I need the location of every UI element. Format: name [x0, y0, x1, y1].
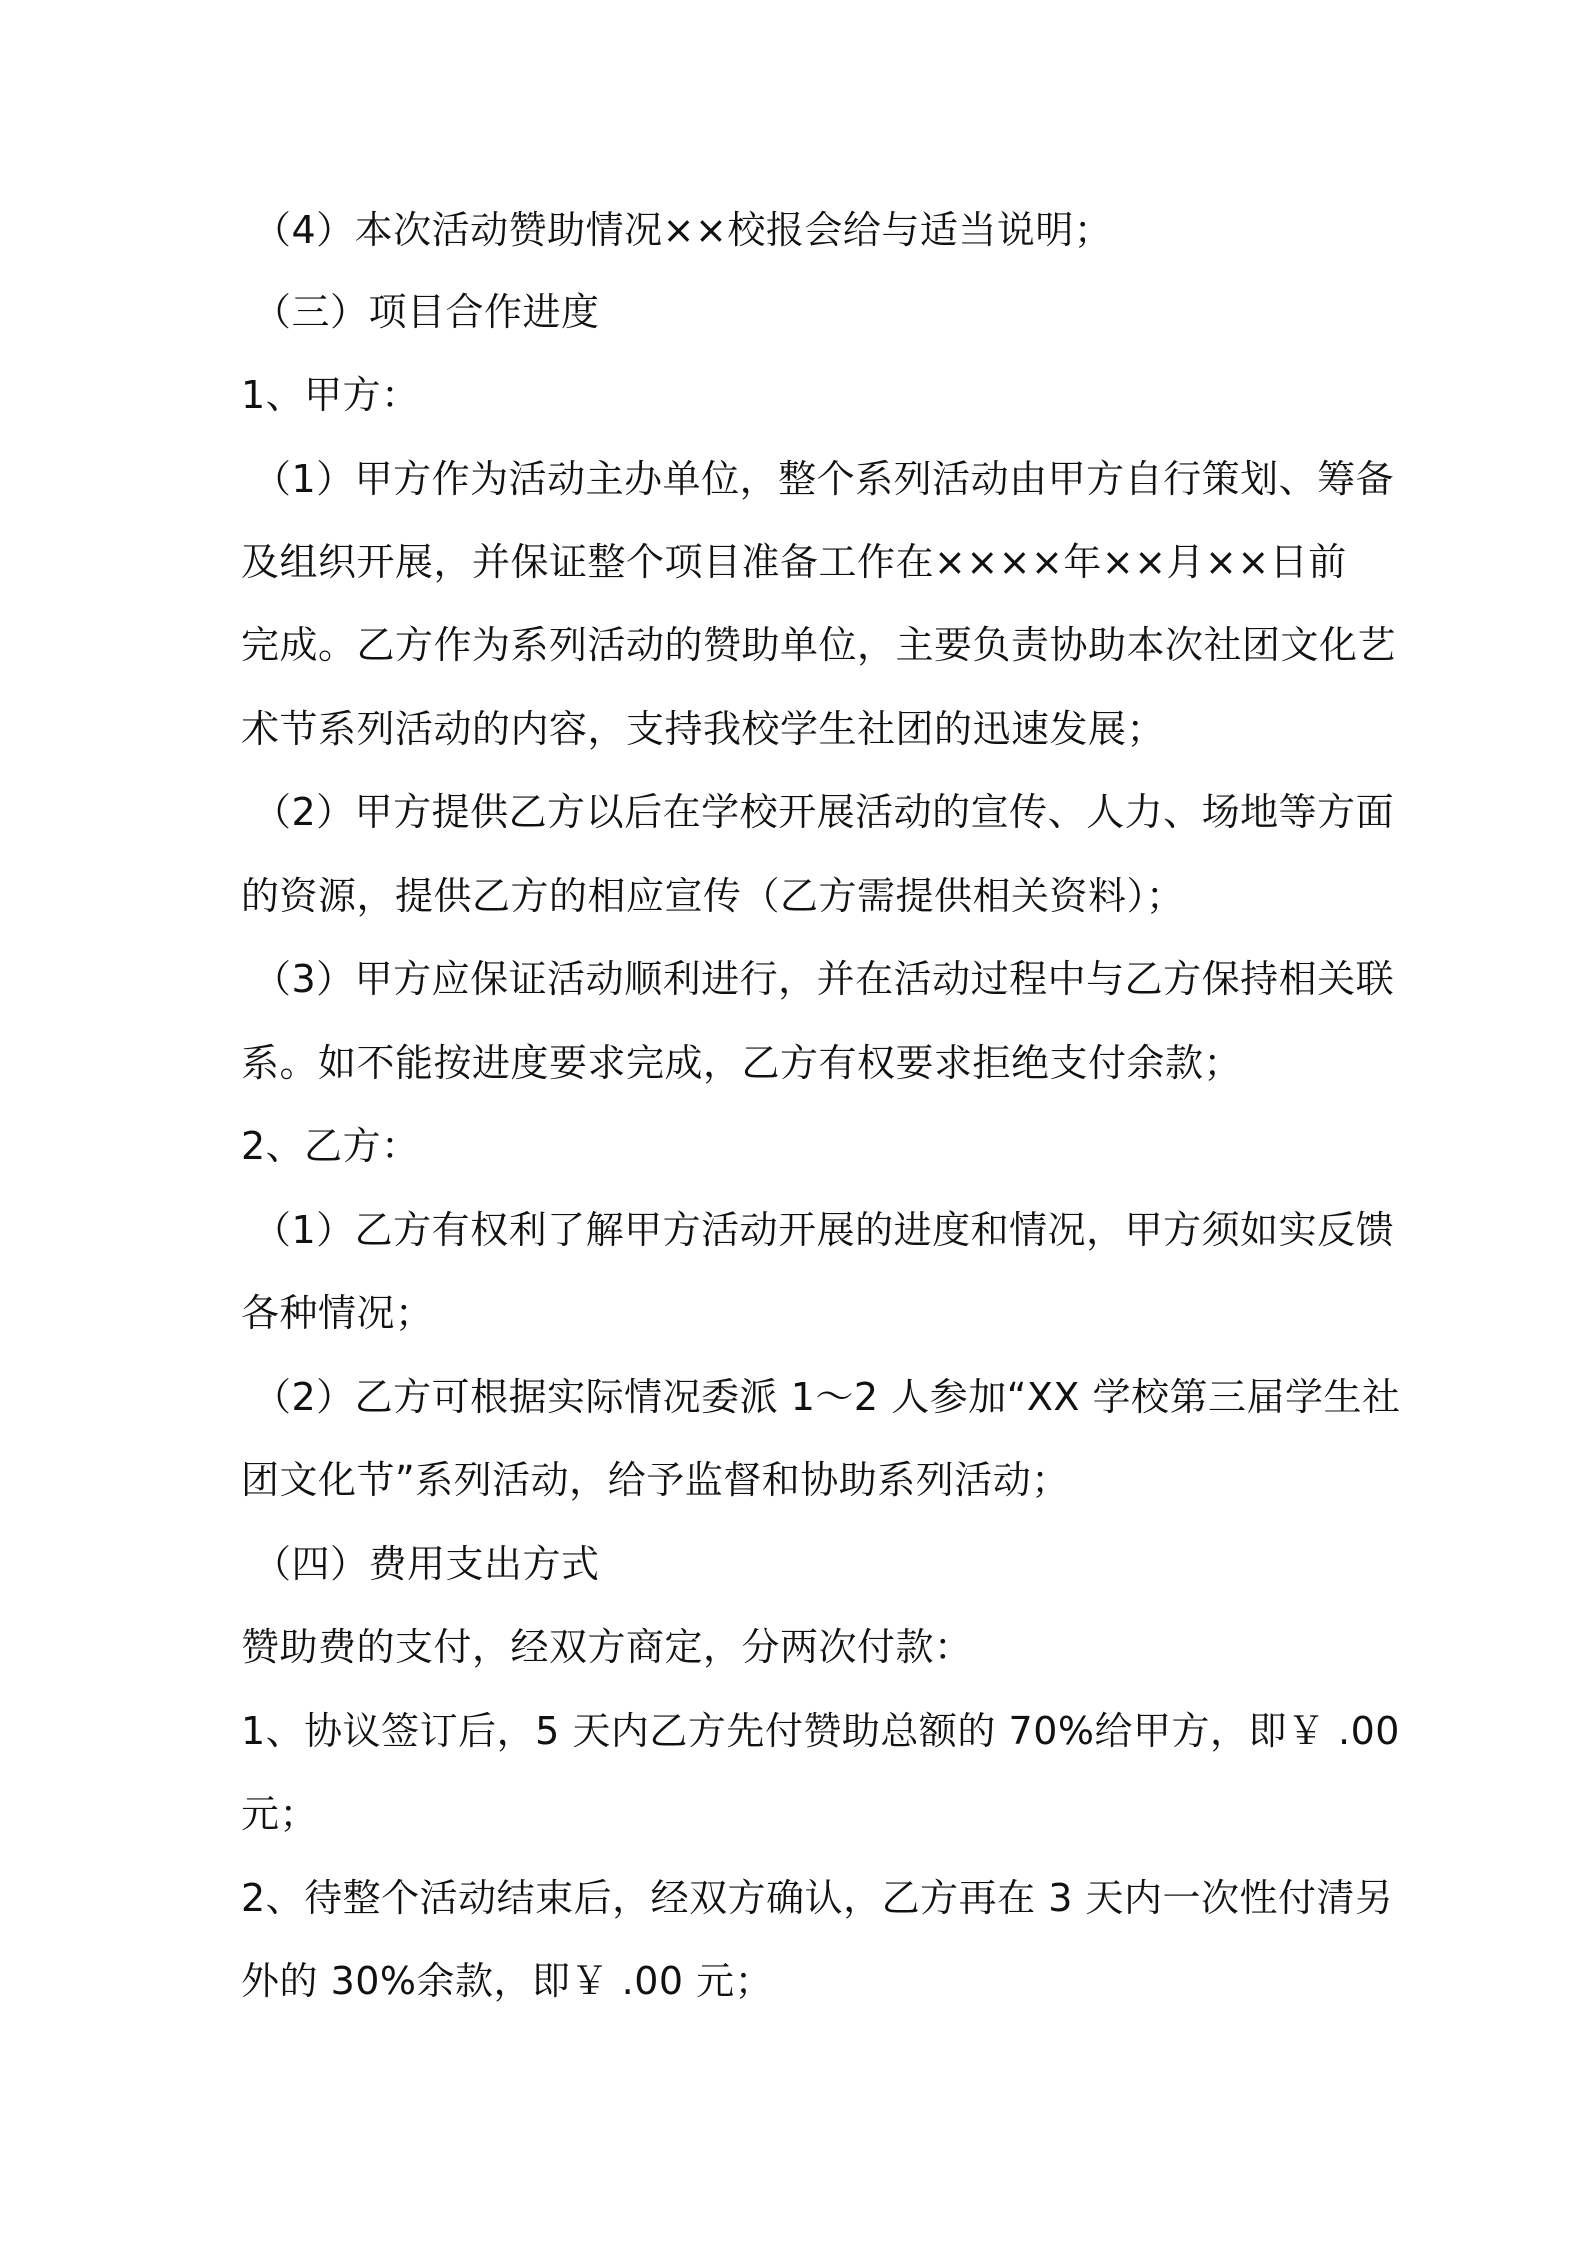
paragraph-line: 系。如不能按进度要求完成，乙方有权要求拒绝支付余款；	[241, 1041, 1243, 1085]
paragraph-line: （4）本次活动赞助情况××校报会给与适当说明；	[253, 208, 1113, 252]
paragraph-line: 的资源，提供乙方的相应宣传（乙方需提供相关资料）；	[241, 874, 1185, 918]
paragraph-line: 赞助费的支付，经双方商定，分两次付款：	[241, 1625, 973, 1669]
paragraph-line: 2、待整个活动结束后，经双方确认，乙方再在 3 天内一次性付清另	[241, 1876, 1394, 1920]
paragraph-line: （3）甲方应保证活动顺利进行，并在活动过程中与乙方保持相关联	[253, 957, 1395, 1001]
paragraph-line: 术节系列活动的内容，支持我校学生社团的迅速发展；	[241, 707, 1166, 751]
section-heading: （四）费用支出方式	[253, 1542, 600, 1586]
subsection-heading: 1、甲方：	[241, 373, 420, 417]
section-heading: （三）项目合作进度	[253, 290, 600, 334]
paragraph-line: 元；	[241, 1792, 319, 1836]
paragraph-line: 各种情况；	[241, 1291, 434, 1335]
paragraph-line: 完成。乙方作为系列活动的赞助单位，主要负责协助本次社团文化艺	[241, 623, 1397, 667]
subsection-heading: 2、乙方：	[241, 1124, 420, 1168]
paragraph-line: 外的 30%余款，即￥ .00 元；	[241, 1959, 774, 2003]
paragraph-line: （1）甲方作为活动主办单位，整个系列活动由甲方自行策划、筹备	[253, 457, 1395, 501]
paragraph-line: 及组织开展，并保证整个项目准备工作在××××年××月××日前	[241, 540, 1347, 584]
paragraph-line: （2）乙方可根据实际情况委派 1～2 人参加“XX 学校第三届学生社	[253, 1375, 1401, 1419]
paragraph-line: （1）乙方有权利了解甲方活动开展的进度和情况，甲方须如实反馈	[253, 1208, 1395, 1252]
paragraph-line: 1、协议签订后，5 天内乙方先付赞助总额的 70%给甲方，即￥ .00	[241, 1709, 1400, 1753]
paragraph-line: （2）甲方提供乙方以后在学校开展活动的宣传、人力、场地等方面	[253, 790, 1395, 834]
paragraph-line: 团文化节”系列活动，给予监督和协助系列活动；	[241, 1458, 1070, 1502]
